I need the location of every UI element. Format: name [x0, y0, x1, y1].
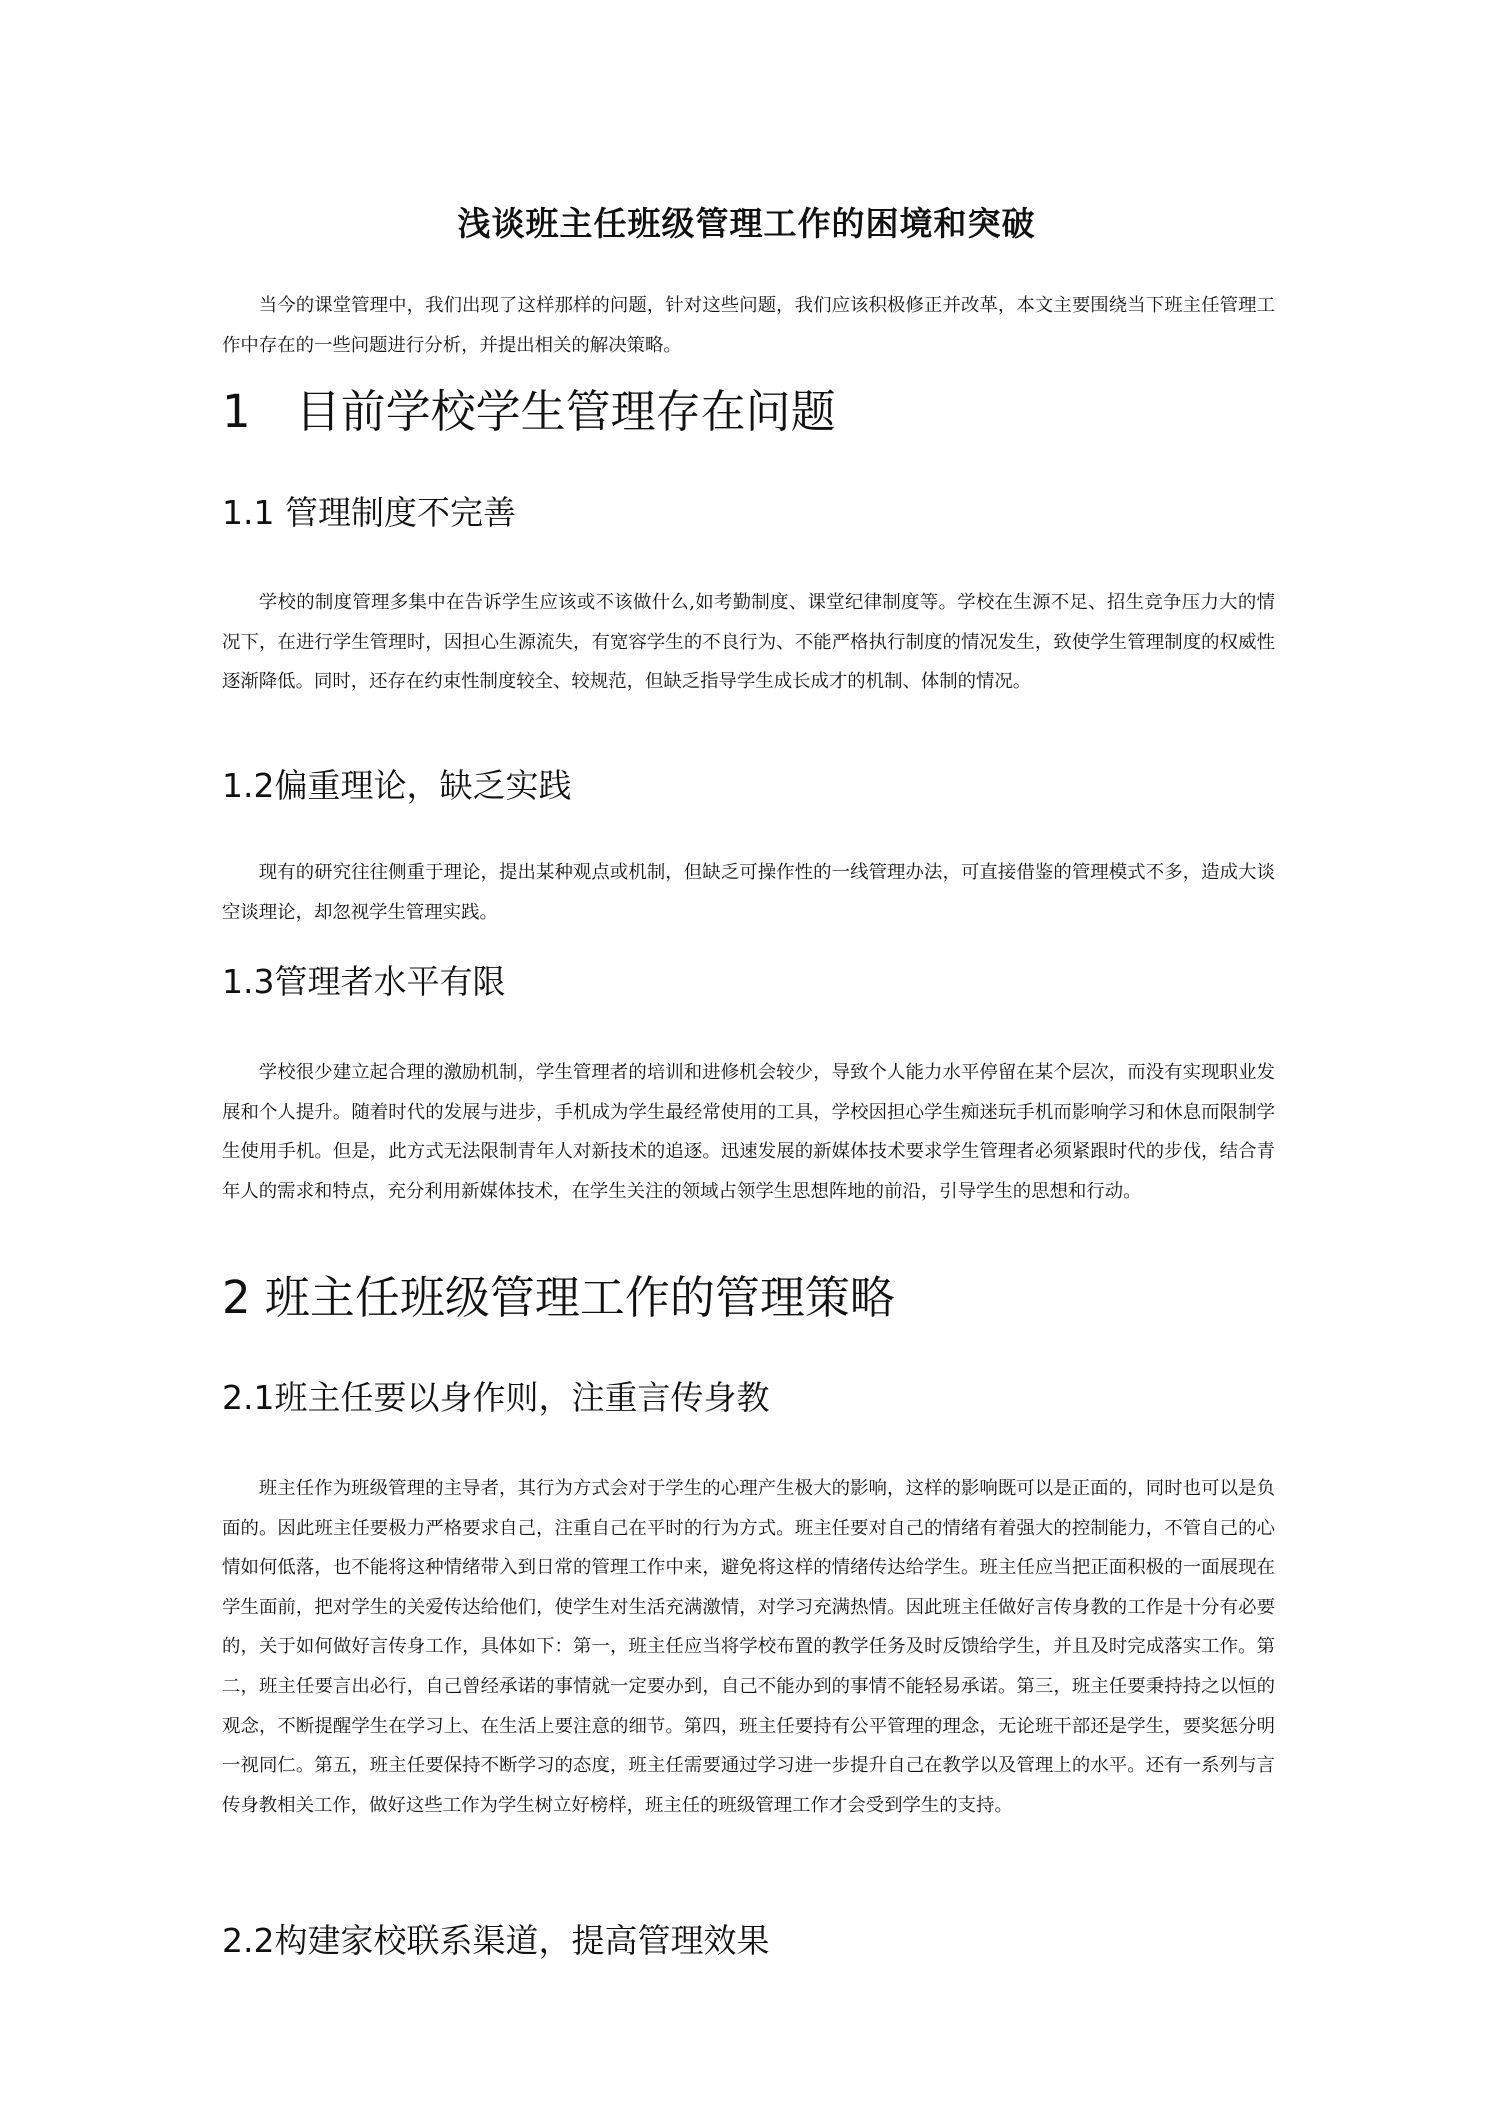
subsection-1-1-heading: 1.1 管理制度不完善 [222, 493, 516, 532]
subsection-1-2-heading: 1.2偏重理论，缺乏实践 [222, 766, 572, 805]
intro-paragraph: 当今的课堂管理中，我们出现了这样那样的问题，针对这些问题，我们应该积极修正并改革，本文主要围绕当下班主任管理工作中存在的一些问题进行分析，并提出相关的解决策略。 [222, 295, 1275, 356]
document-title: 浅谈班主任班级管理工作的困境和突破 [457, 204, 1036, 243]
subsection-1-1-body: 学校的制度管理多集中在告诉学生应该或不该做什么,如考勤制度、课堂纪律制度等。学校在生源不足、招生竞争压力大的情况下，在进行学生管理时，因担心生源流失，有宽容学生的不良行为、不能严格执行制度的情况发生，致使学生管理制度的权威性逐渐降低。同时，还存在约束性制度较全、较规范，但缺乏指导学生成长成才的机制、体制的情况。 [222, 592, 1275, 693]
subsection-1-3-heading: 1.3管理者水平有限 [222, 962, 506, 1001]
subsection-1-3-body: 学校很少建立起合理的激励机制，学生管理者的培训和进修机会较少，导致个人能力水平停留在某个层次，而没有实现职业发展和个人提升。随着时代的发展与进步，手机成为学生最经常使用的工具，学校因担心学生痴迷玩手机而影响学习和休息而限制学生使用手机。但是，此方式无法限制青年人对新技术的追逐。迅速发展的新媒体技术要求学生管理者必须紧跟时代的步伐，结合青年人的需求和特点，充分利用新媒体技术，在学生关注的领域占领学生思想阵地的前沿，引导学生的思想和行动。 [222, 1062, 1275, 1202]
section-1-heading: 1 目前学校学生管理存在问题 [222, 385, 836, 438]
subsection-2-1-heading: 2.1班主任要以身作则，注重言传身教 [222, 1378, 770, 1417]
subsection-2-1-body: 班主任作为班级管理的主导者，其行为方式会对于学生的心理产生极大的影响，这样的影响既可以是正面的，同时也可以是负面的。因此班主任要极力严格要求自己，注重自己在平时的行为方式。班主任要对自己的情绪有着强大的控制能力，不管自己的心情如何低落，也不能将这种情绪带入到日常的管理工作中来，避免将这样的情绪传达给学生。班主任应当把正面积极的一面展现在学生面前，把对学生的关爱传达给他们，使学生对生活充满激情，对学习充满热情。因此班主任做好言传身教的工作是十分有必要的，关于如何做好言传身工作，具体如下：第一，班主任应当将学校布置的教学任务及时反馈给学生，并且及时完成落实工作。第二，班主任要言出必行，自己曾经承诺的事情就一定要办到，自己不能办到的事情不能轻易承诺。第三，班主任要秉持持之以恒的观念，不断提醒学生在学习上、在生活上要注意的细节。第四，班主任要持有公平管理的理念，无论班干部还是学生，要奖惩分明一视同仁。第五，班主任要保持不断学习的态度，班主任需要通过学习进一步提升自己在教学以及管理上的水平。还有一系列与言传身教相关工作，做好这些工作为学生树立好榜样，班主任的班级管理工作才会受到学生的支持。 [222, 1478, 1275, 1816]
section-2-heading: 2 班主任班级管理工作的管理策略 [222, 1271, 895, 1324]
subsection-1-2-body: 现有的研究往往侧重于理论，提出某种观点或机制，但缺乏可操作性的一线管理办法，可直接借鉴的管理模式不多，造成大谈空谈理论，却忽视学生管理实践。 [222, 862, 1275, 923]
subsection-2-2-heading: 2.2构建家校联系渠道，提高管理效果 [222, 1921, 770, 1960]
